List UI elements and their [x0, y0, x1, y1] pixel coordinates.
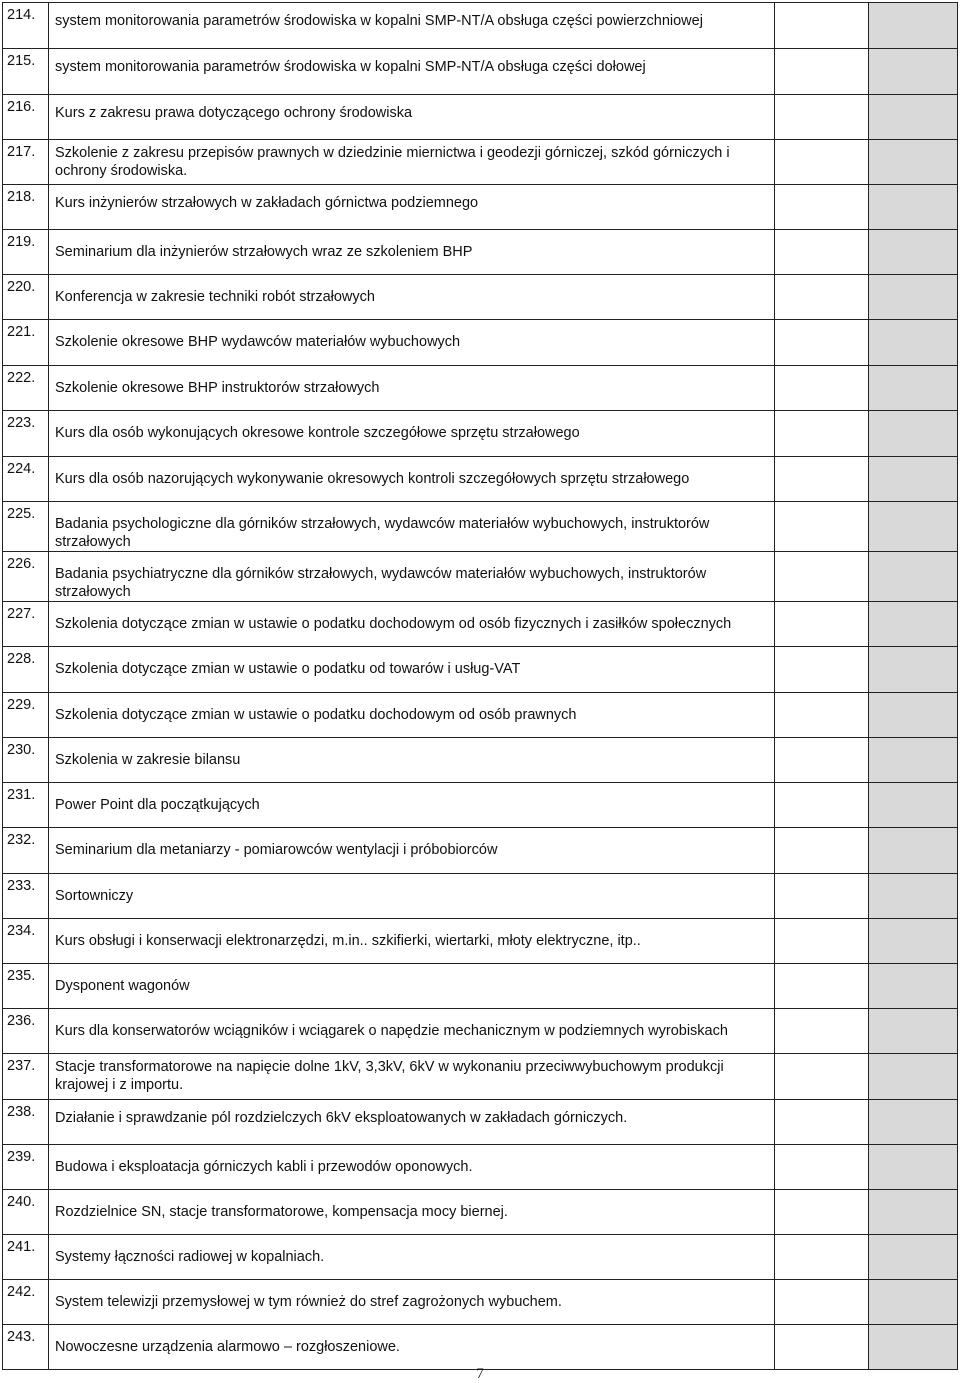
course-description-cell: [49, 3, 775, 49]
empty-cell: [775, 411, 869, 457]
course-description-cell: [49, 964, 775, 1009]
table-row: [3, 49, 958, 95]
row-number: 231.: [3, 783, 49, 828]
table-row: [3, 366, 958, 411]
course-description-cell: [49, 49, 775, 95]
course-description: Budowa i eksploatacja górniczych kabli i przewodów oponowych.: [55, 1159, 473, 1175]
empty-cell: [775, 1100, 869, 1145]
shaded-cell: [869, 1054, 958, 1100]
empty-cell: [775, 49, 869, 95]
row-number: 219.: [3, 230, 49, 275]
row-number: 215.: [3, 49, 49, 95]
course-description: system monitorowania parametrów środowiska w kopalni SMP-NT/A obsługa części dołowej: [55, 59, 646, 75]
course-description: Szkolenie okresowe BHP wydawców materiałów wybuchowych: [55, 334, 461, 350]
empty-cell: [775, 647, 869, 693]
empty-cell: [775, 1009, 869, 1054]
empty-cell: [775, 275, 869, 320]
shaded-cell: [869, 411, 958, 457]
empty-cell: [775, 230, 869, 275]
shaded-cell: [869, 1325, 958, 1370]
table-row: [3, 783, 958, 828]
table-row: [3, 411, 958, 457]
empty-cell: [775, 1190, 869, 1235]
page-number: 7: [476, 1366, 484, 1382]
shaded-cell: [869, 230, 958, 275]
course-description: Systemy łączności radiowej w kopalniach.: [55, 1249, 325, 1265]
empty-cell: [775, 1054, 869, 1100]
table-row: [3, 275, 958, 320]
course-description: Konferencja w zakresie techniki robót strzałowych: [55, 289, 375, 305]
shaded-cell: [869, 693, 958, 738]
course-description: Kurs dla osób nazorujących wykonywanie okresowych kontroli szczegółowych sprzętu strzałowego: [55, 471, 690, 487]
table-row: [3, 1145, 958, 1190]
table-row: [3, 647, 958, 693]
table-row: [3, 320, 958, 366]
shaded-cell: [869, 1145, 958, 1190]
shaded-cell: [869, 3, 958, 49]
table-row: [3, 693, 958, 738]
course-description-cell: [49, 185, 775, 230]
row-number: 238.: [3, 1100, 49, 1145]
shaded-cell: [869, 49, 958, 95]
shaded-cell: [869, 964, 958, 1009]
shaded-cell: [869, 1190, 958, 1235]
course-description: Rozdzielnice SN, stacje transformatorowe, kompensacja mocy biernej.: [55, 1204, 508, 1220]
row-number: 229.: [3, 693, 49, 738]
row-number: 216.: [3, 95, 49, 140]
course-list-table: [2, 2, 958, 1370]
shaded-cell: [869, 783, 958, 828]
table-row: [3, 95, 958, 140]
course-description: Kurs dla osób wykonujących okresowe kontrole szczegółowe sprzętu strzałowego: [55, 425, 580, 441]
course-description: Szkolenia dotyczące zmian w ustawie o podatku dochodowym od osób fizycznych i zasiłków społecznych: [55, 616, 732, 632]
table-row: [3, 602, 958, 647]
course-description-cell: [49, 919, 775, 964]
table-row: [3, 1100, 958, 1145]
table-row: [3, 1325, 958, 1370]
shaded-cell: [869, 185, 958, 230]
course-description: Badania psychologiczne dla górników strzałowych, wydawców materiałów wybuchowych, instruktorów strzałowych: [55, 516, 710, 550]
row-number: 233.: [3, 874, 49, 919]
course-description: Kurs obsługi i konserwacji elektronarzędzi, m.in.. szkifierki, wiertarki, młoty elektryczne, itp..: [55, 933, 641, 949]
course-description-cell: [49, 1145, 775, 1190]
course-description-cell: [49, 1280, 775, 1325]
empty-cell: [775, 874, 869, 919]
empty-cell: [775, 738, 869, 783]
empty-cell: [775, 602, 869, 647]
row-number: 242.: [3, 1280, 49, 1325]
course-description-cell: [49, 828, 775, 874]
empty-cell: [775, 1235, 869, 1280]
shaded-cell: [869, 457, 958, 502]
table-row: [3, 3, 958, 49]
row-number: 239.: [3, 1145, 49, 1190]
empty-cell: [775, 828, 869, 874]
row-number: 223.: [3, 411, 49, 457]
course-description: Kurs z zakresu prawa dotyczącego ochrony środowiska: [55, 105, 413, 121]
shaded-cell: [869, 1009, 958, 1054]
course-description-cell: [49, 693, 775, 738]
table-row: [3, 874, 958, 919]
empty-cell: [775, 366, 869, 411]
table-row: [3, 919, 958, 964]
shaded-cell: [869, 1280, 958, 1325]
empty-cell: [775, 95, 869, 140]
empty-cell: [775, 919, 869, 964]
empty-cell: [775, 964, 869, 1009]
table-row: [3, 1280, 958, 1325]
shaded-cell: [869, 502, 958, 552]
empty-cell: [775, 1145, 869, 1190]
course-description: Dysponent wagonów: [55, 978, 190, 994]
row-number: 225.: [3, 502, 49, 552]
shaded-cell: [869, 1100, 958, 1145]
empty-cell: [775, 320, 869, 366]
shaded-cell: [869, 95, 958, 140]
empty-cell: [775, 457, 869, 502]
shaded-cell: [869, 602, 958, 647]
course-description: Stacje transformatorowe na napięcie dolne 1kV, 3,3kV, 6kV w wykonaniu przeciwwybuchowym produkcji krajowej i z importu.: [55, 1059, 724, 1093]
course-description-cell: [49, 783, 775, 828]
course-description-cell: [49, 411, 775, 457]
course-description-cell: [49, 1009, 775, 1054]
table-row: [3, 964, 958, 1009]
course-description-cell: [49, 1100, 775, 1145]
row-number: 234.: [3, 919, 49, 964]
shaded-cell: [869, 552, 958, 602]
course-description-cell: [49, 366, 775, 411]
shaded-cell: [869, 275, 958, 320]
course-description-cell: [49, 552, 775, 602]
shaded-cell: [869, 366, 958, 411]
course-description: Kurs dla konserwatorów wciągników i wciągarek o napędzie mechanicznym w podziemnych wyrobiskach: [55, 1023, 728, 1039]
row-number: 241.: [3, 1235, 49, 1280]
course-description-cell: [49, 275, 775, 320]
row-number: 240.: [3, 1190, 49, 1235]
course-description-cell: [49, 602, 775, 647]
course-description-cell: [49, 502, 775, 552]
course-description-cell: [49, 874, 775, 919]
row-number: 237.: [3, 1054, 49, 1100]
table-row: [3, 185, 958, 230]
table-row: [3, 552, 958, 602]
table-row: [3, 1190, 958, 1235]
empty-cell: [775, 140, 869, 185]
course-description: Szkolenie z zakresu przepisów prawnych w dziedzinie miernictwa i geodezji górniczej, szkód górniczych i ochrony środowiska.: [55, 145, 730, 179]
course-description: Seminarium dla inżynierów strzałowych wraz ze szkoleniem BHP: [55, 244, 473, 260]
empty-cell: [775, 1280, 869, 1325]
shaded-cell: [869, 738, 958, 783]
table-row: [3, 140, 958, 185]
course-description-cell: [49, 647, 775, 693]
row-number: 226.: [3, 552, 49, 602]
row-number: 228.: [3, 647, 49, 693]
shaded-cell: [869, 828, 958, 874]
row-number: 222.: [3, 366, 49, 411]
course-description-cell: [49, 1190, 775, 1235]
course-description: Sortowniczy: [55, 888, 134, 904]
course-description: Badania psychiatryczne dla górników strzałowych, wydawców materiałów wybuchowych, instruktorów strzałowych: [55, 566, 707, 600]
row-number: 235.: [3, 964, 49, 1009]
row-number: 236.: [3, 1009, 49, 1054]
shaded-cell: [869, 1235, 958, 1280]
row-number: 230.: [3, 738, 49, 783]
empty-cell: [775, 552, 869, 602]
empty-cell: [775, 3, 869, 49]
table-row: [3, 1009, 958, 1054]
course-description-cell: [49, 95, 775, 140]
course-list-body: [3, 3, 958, 1370]
shaded-cell: [869, 919, 958, 964]
table-row: [3, 1054, 958, 1100]
row-number: 227.: [3, 602, 49, 647]
row-number: 214.: [3, 3, 49, 49]
table-row: [3, 457, 958, 502]
course-description: Szkolenia dotyczące zmian w ustawie o podatku od towarów i usług-VAT: [55, 661, 521, 677]
table-row: [3, 828, 958, 874]
course-description: System telewizji przemysłowej w tym również do stref zagrożonych wybuchem.: [55, 1294, 562, 1310]
row-number: 243.: [3, 1325, 49, 1370]
shaded-cell: [869, 320, 958, 366]
table-row: [3, 1235, 958, 1280]
course-description-cell: [49, 1325, 775, 1370]
course-description-cell: [49, 1054, 775, 1100]
empty-cell: [775, 502, 869, 552]
shaded-cell: [869, 874, 958, 919]
course-description-cell: [49, 1235, 775, 1280]
shaded-cell: [869, 647, 958, 693]
course-description: Szkolenia dotyczące zmian w ustawie o podatku dochodowym od osób prawnych: [55, 707, 577, 723]
course-description-cell: [49, 457, 775, 502]
course-description-cell: [49, 230, 775, 275]
row-number: 217.: [3, 140, 49, 185]
table-row: [3, 502, 958, 552]
empty-cell: [775, 693, 869, 738]
row-number: 218.: [3, 185, 49, 230]
empty-cell: [775, 185, 869, 230]
course-description: Power Point dla początkujących: [55, 797, 260, 813]
table-row: [3, 738, 958, 783]
course-description: Szkolenia w zakresie bilansu: [55, 752, 241, 768]
course-description-cell: [49, 738, 775, 783]
table-row: [3, 230, 958, 275]
row-number: 220.: [3, 275, 49, 320]
course-description: Nowoczesne urządzenia alarmowo – rozgłoszeniowe.: [55, 1339, 400, 1355]
row-number: 232.: [3, 828, 49, 874]
course-description-cell: [49, 140, 775, 185]
course-description: Działanie i sprawdzanie pól rozdzielczych 6kV eksploatowanych w zakładach górniczych.: [55, 1110, 628, 1126]
empty-cell: [775, 783, 869, 828]
course-description: system monitorowania parametrów środowiska w kopalni SMP-NT/A obsługa części powierzchniowej: [55, 13, 703, 29]
course-description-cell: [49, 320, 775, 366]
empty-cell: [775, 1325, 869, 1370]
shaded-cell: [869, 140, 958, 185]
course-description: Szkolenie okresowe BHP instruktorów strzałowych: [55, 380, 380, 396]
row-number: 221.: [3, 320, 49, 366]
row-number: 224.: [3, 457, 49, 502]
course-description: Kurs inżynierów strzałowych w zakładach górnictwa podziemnego: [55, 195, 479, 211]
course-description: Seminarium dla metaniarzy - pomiarowców wentylacji i próbobiorców: [55, 842, 498, 858]
